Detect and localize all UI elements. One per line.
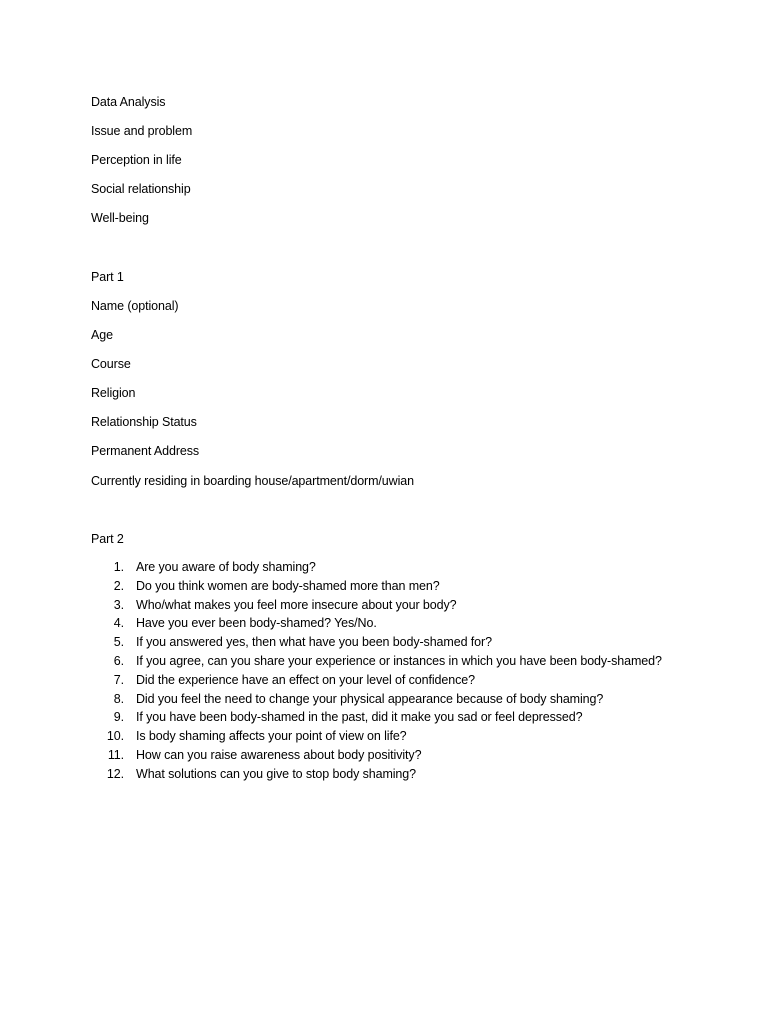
- question-text: Are you aware of body shaming?: [136, 560, 316, 574]
- question-number: 3.: [113, 597, 124, 612]
- field-religion: Religion: [91, 386, 136, 400]
- question-text: Have you ever been body-shamed? Yes/No.: [136, 616, 377, 631]
- question-text: If you answered yes, then what have you been body-shamed for?: [136, 635, 492, 650]
- field-permanent-address: Permanent Address: [91, 444, 200, 458]
- question-number: 4.: [113, 616, 124, 631]
- question-number: 1.: [113, 560, 124, 574]
- field-name: Name (optional): [91, 299, 179, 313]
- field-current-residence: Currently residing in boarding house/apartment/dorm/uwian: [91, 474, 414, 488]
- question-text: Did the experience have an effect on your level of confidence?: [136, 672, 475, 687]
- question-text: If you agree, can you share your experience or instances in which you have been body-shamed?: [136, 653, 662, 668]
- issue-and-problem-line: Issue and problem: [91, 124, 193, 138]
- question-number: 8.: [113, 691, 124, 706]
- question-text: How can you raise awareness about body positivity?: [136, 747, 422, 762]
- question-number: 2.: [113, 578, 124, 593]
- question-text: Is body shaming affects your point of view on life?: [136, 729, 407, 744]
- social-relationship-line: Social relationship: [91, 182, 191, 196]
- field-age: Age: [91, 328, 113, 342]
- field-course: Course: [91, 357, 131, 371]
- question-text: Did you feel the need to change your physical appearance because of body shaming?: [136, 691, 604, 706]
- well-being-line: Well-being: [91, 211, 149, 225]
- question-text: What solutions can you give to stop body shaming?: [136, 766, 416, 781]
- part2-heading: Part 2: [91, 532, 124, 546]
- question-number: 5.: [113, 635, 124, 650]
- question-number: 9.: [113, 710, 124, 725]
- question-number: 10.: [106, 729, 124, 744]
- part1-heading: Part 1: [91, 270, 124, 284]
- field-relationship-status: Relationship Status: [91, 415, 197, 429]
- question-text: Who/what makes you feel more insecure about your body?: [136, 597, 457, 612]
- question-text: Do you think women are body-shamed more than men?: [136, 578, 440, 593]
- question-number: 12.: [106, 766, 124, 781]
- data-analysis-line: Data Analysis: [91, 95, 166, 109]
- question-number: 7.: [113, 672, 124, 687]
- perception-in-life-line: Perception in life: [91, 153, 182, 167]
- question-number: 11.: [107, 747, 124, 762]
- question-number: 6.: [113, 653, 124, 668]
- question-text: If you have been body-shamed in the past, did it make you sad or feel depressed?: [136, 710, 583, 725]
